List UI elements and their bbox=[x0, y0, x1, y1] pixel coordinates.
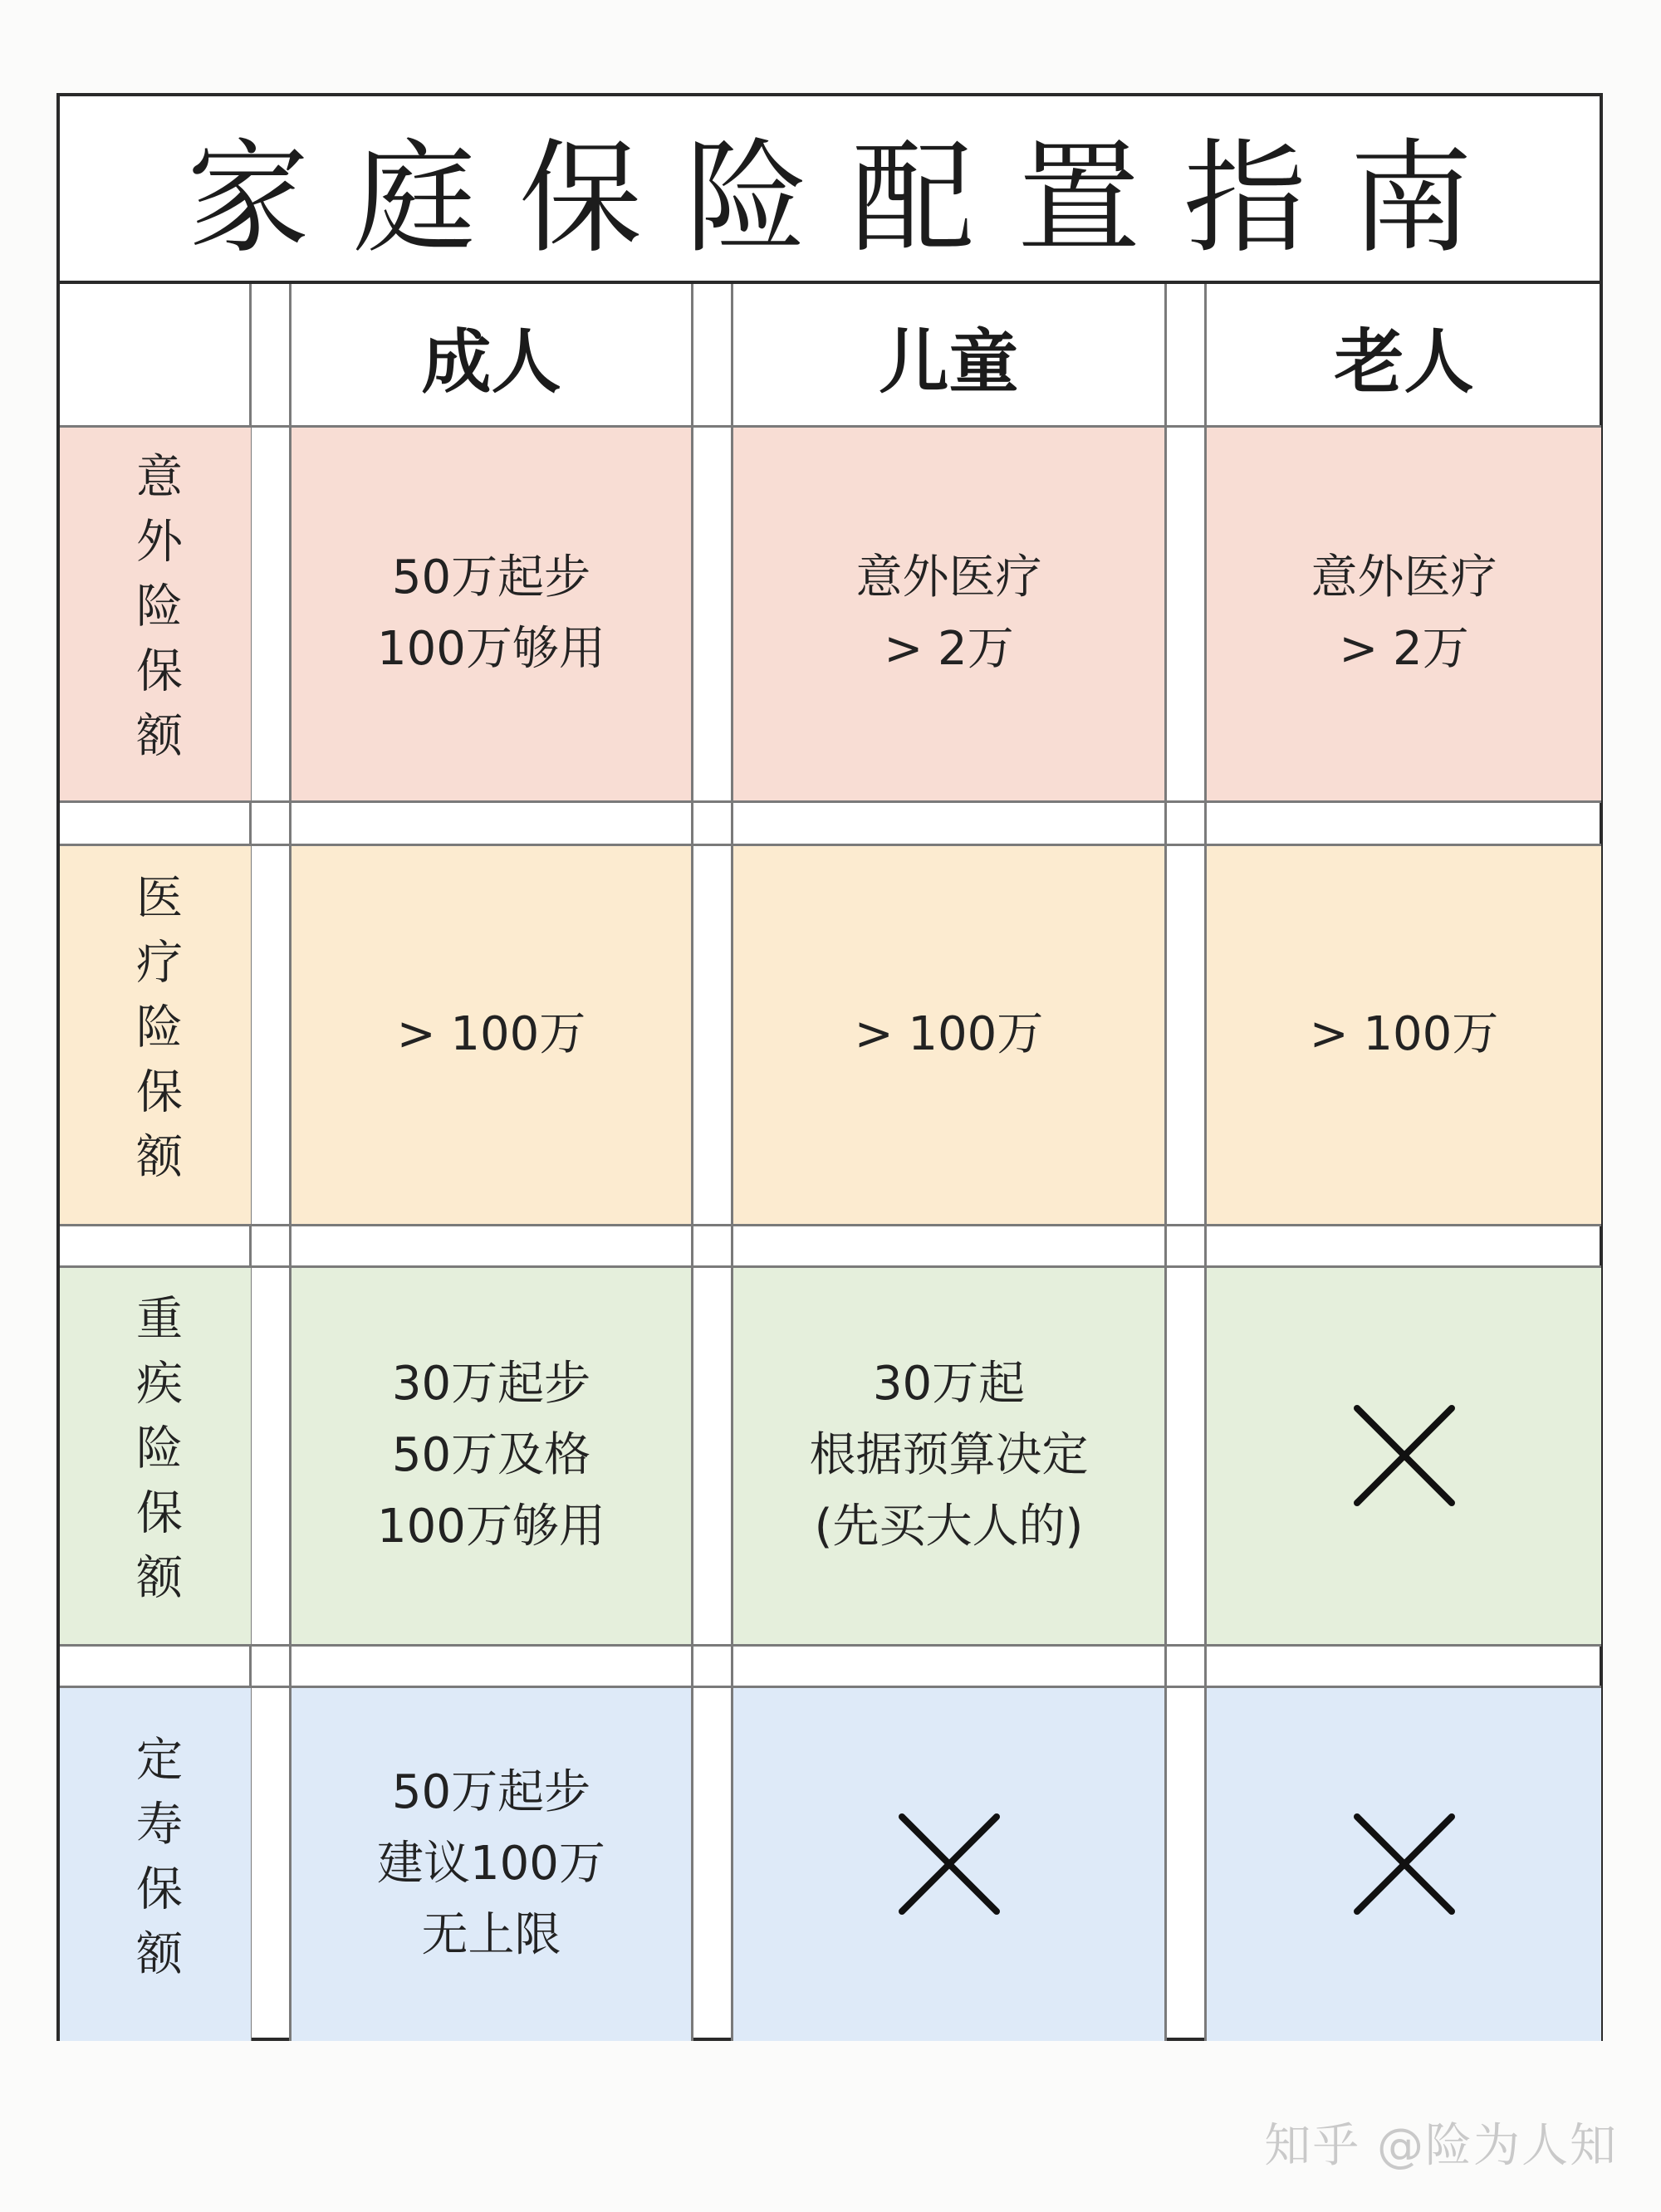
cell-critical-child bbox=[733, 1267, 1164, 1644]
cell-critical-adult bbox=[292, 1267, 691, 1644]
cross-icon bbox=[897, 1812, 1002, 1916]
divider bbox=[60, 1644, 1601, 1647]
page-title: 家庭保险配置指南 bbox=[60, 96, 1600, 284]
divider bbox=[60, 1686, 1601, 1688]
row-label-text: 定寿保额 bbox=[129, 1735, 183, 1994]
cross-icon bbox=[1352, 1812, 1457, 1916]
cell-text: > 100万 bbox=[1309, 1007, 1499, 1061]
column-header-elder: 老人 bbox=[1334, 321, 1474, 403]
cell-accident-elder bbox=[1207, 427, 1601, 800]
row-label-text: 意外险保额 bbox=[129, 452, 183, 776]
column-header-child: 儿童 bbox=[879, 321, 1019, 403]
cell-text: 100万够用 bbox=[377, 1500, 605, 1554]
cell-text: > 2万 bbox=[1339, 622, 1469, 676]
cell-life-adult bbox=[292, 1687, 691, 2041]
cell-text: 建议100万 bbox=[377, 1837, 605, 1891]
row-label-text: 医疗险保额 bbox=[129, 873, 183, 1197]
cell-text: 50万及格 bbox=[391, 1428, 591, 1482]
cell-critical-elder bbox=[1207, 1267, 1601, 1644]
cell-text: 意外医疗 bbox=[1311, 551, 1497, 604]
cell-life-child bbox=[733, 1687, 1164, 2041]
cell-accident-adult bbox=[292, 427, 691, 800]
row-label-critical-illness bbox=[60, 1267, 251, 1644]
cell-text: > 100万 bbox=[854, 1007, 1044, 1061]
cell-text: 30万起 bbox=[872, 1357, 1026, 1411]
cell-text: > 2万 bbox=[884, 622, 1014, 676]
cross-icon bbox=[1352, 1403, 1457, 1508]
divider bbox=[691, 284, 693, 2041]
cell-medical-child bbox=[733, 845, 1164, 1224]
divider bbox=[60, 800, 1601, 803]
cell-medical-adult bbox=[292, 845, 691, 1224]
divider bbox=[1164, 284, 1167, 2041]
divider bbox=[60, 1265, 1601, 1268]
cell-text: (先买大人的) bbox=[814, 1500, 1084, 1554]
cell-text: 30万起步 bbox=[391, 1357, 591, 1411]
row-label-accident bbox=[60, 427, 251, 800]
row-label-term-life bbox=[60, 1687, 251, 2041]
insurance-guide-table bbox=[56, 93, 1603, 2041]
divider bbox=[60, 844, 1601, 846]
cell-text: 50万起步 bbox=[391, 1765, 591, 1819]
column-header-adult: 成人 bbox=[421, 321, 561, 403]
watermark: 知乎 @险为人知 bbox=[1264, 2119, 1618, 2173]
cell-text: 意外医疗 bbox=[855, 551, 1042, 604]
cell-medical-elder bbox=[1207, 845, 1601, 1224]
divider bbox=[60, 425, 1601, 428]
cell-text: 根据预算决定 bbox=[809, 1428, 1089, 1482]
row-label-medical bbox=[60, 845, 251, 1224]
cell-life-elder bbox=[1207, 1687, 1601, 2041]
cell-text: > 100万 bbox=[396, 1007, 586, 1061]
cell-text: 100万够用 bbox=[377, 622, 605, 676]
cell-text: 无上限 bbox=[421, 1908, 561, 1962]
row-label-text: 重疾险保额 bbox=[129, 1294, 183, 1617]
divider bbox=[60, 1224, 1601, 1226]
cell-text: 50万起步 bbox=[391, 551, 591, 604]
cell-accident-child bbox=[733, 427, 1164, 800]
